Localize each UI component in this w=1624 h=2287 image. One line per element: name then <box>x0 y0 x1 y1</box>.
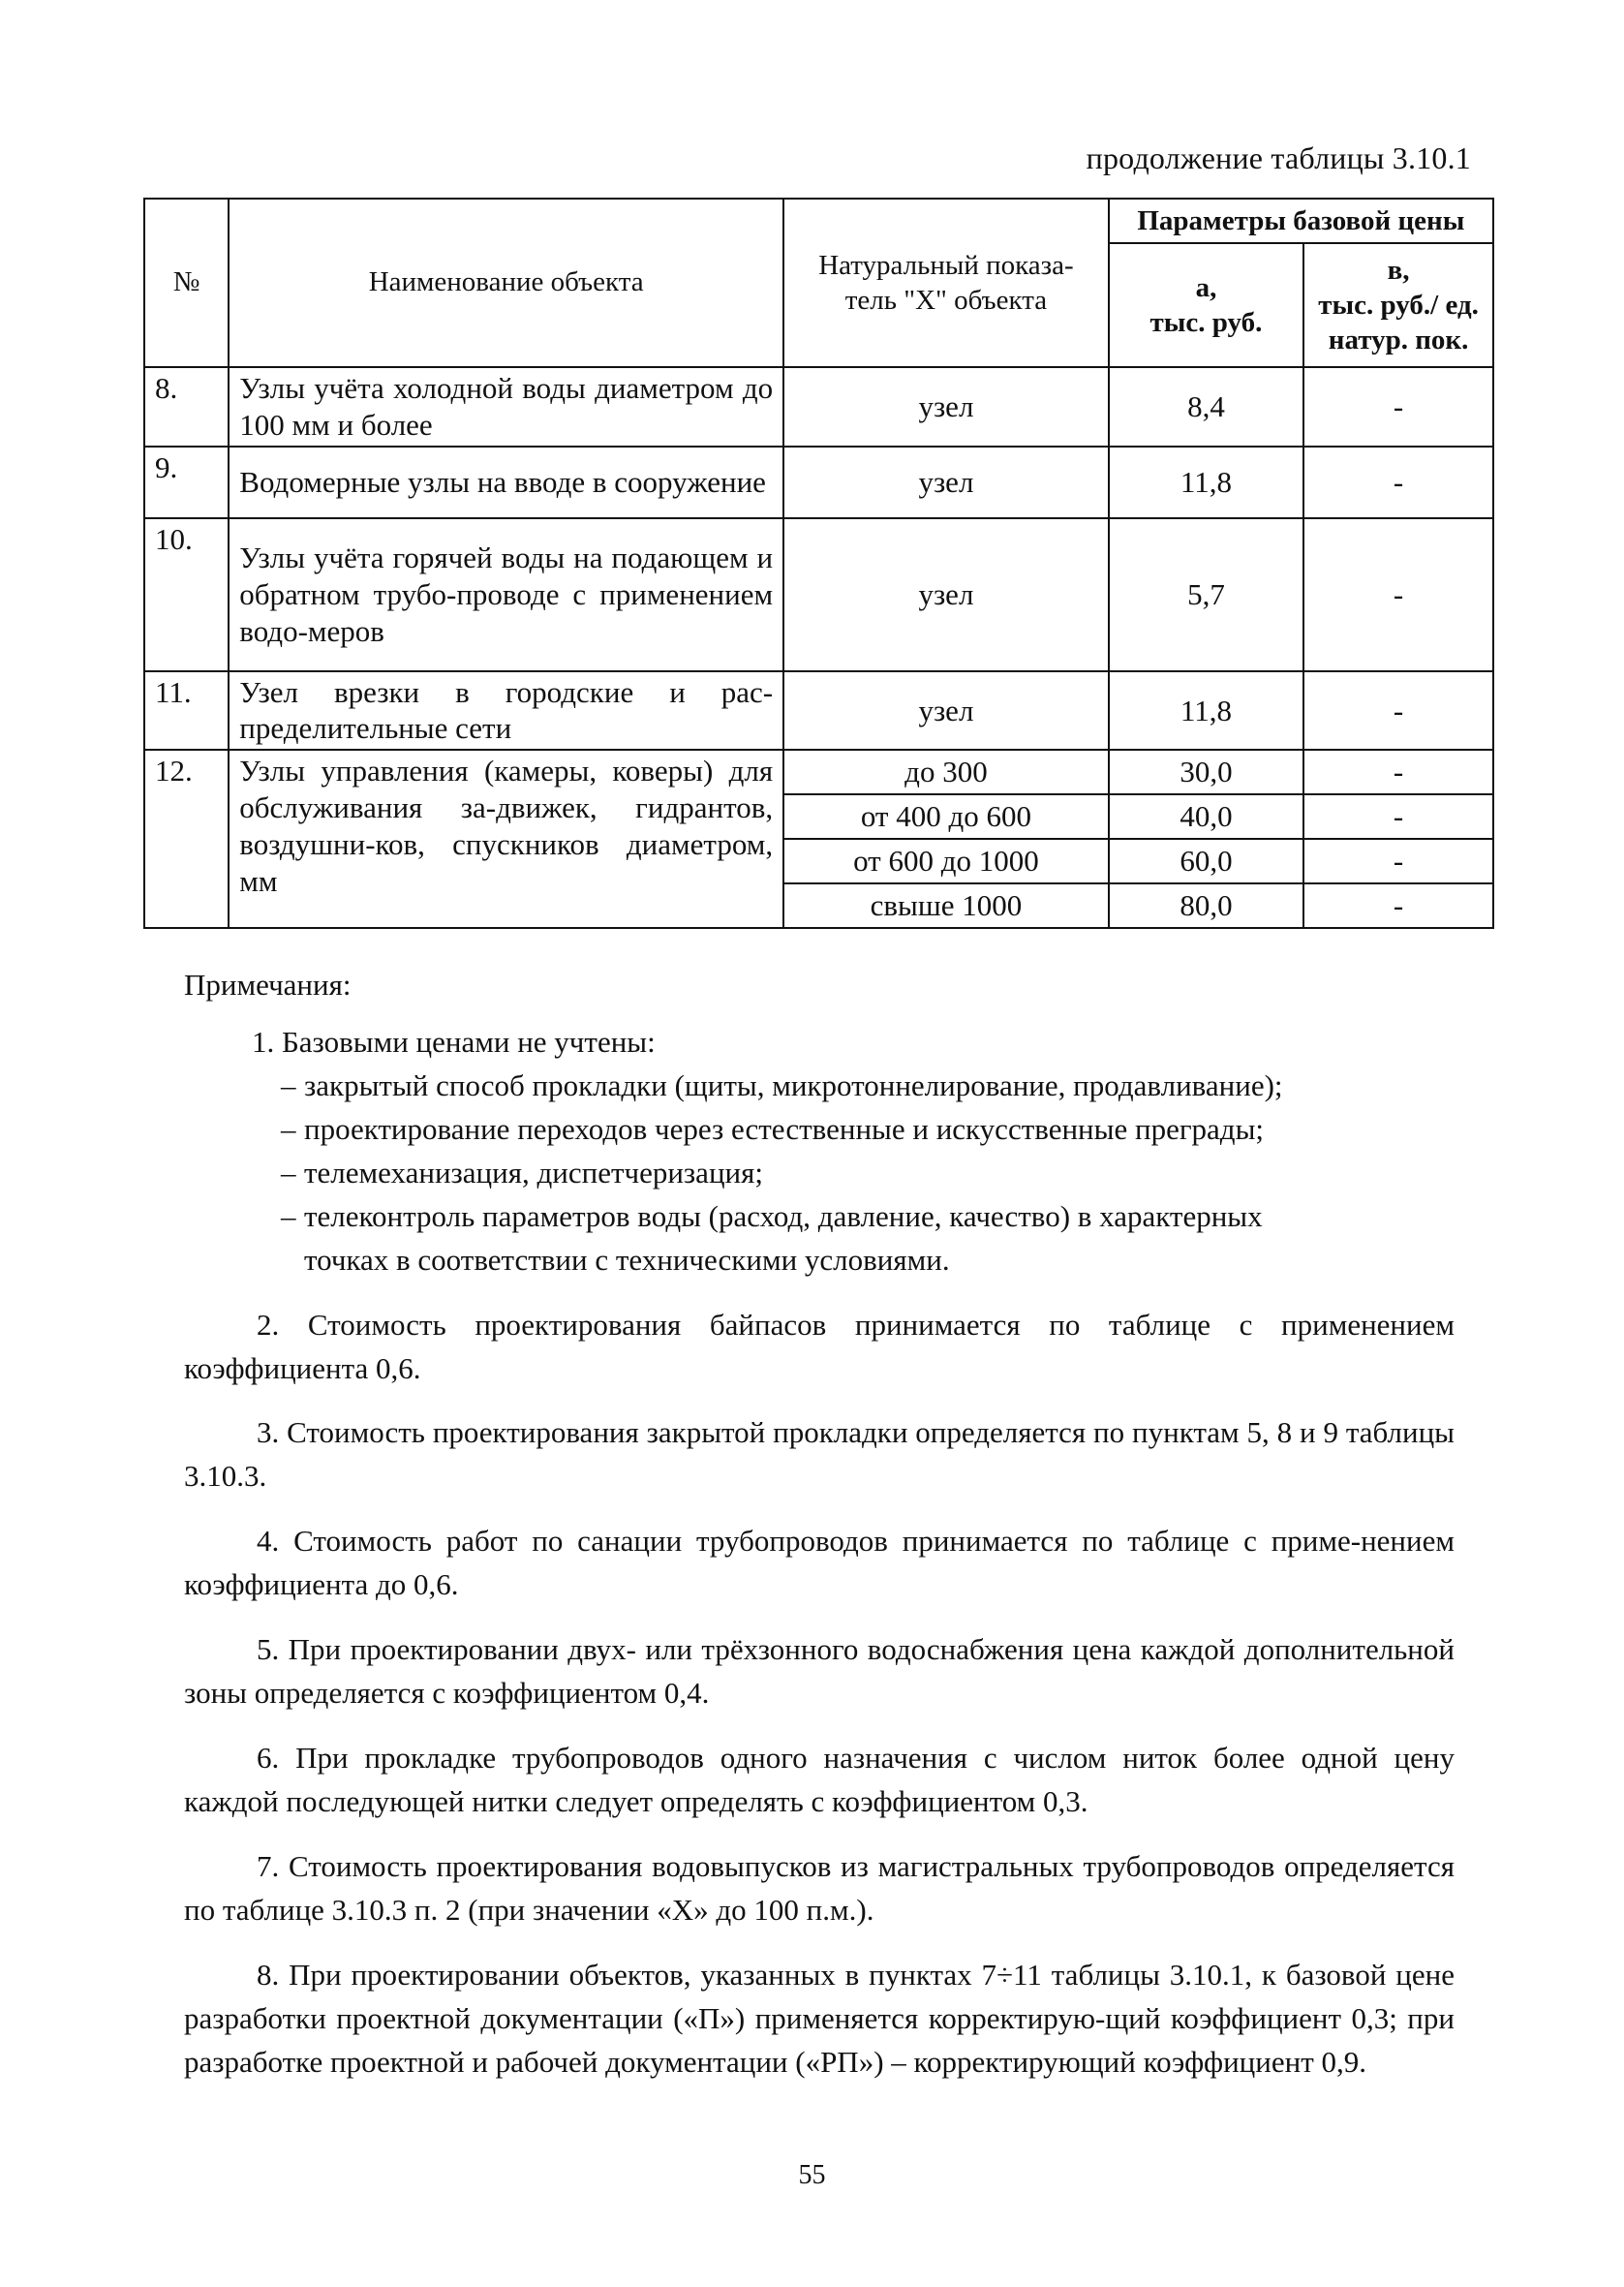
row-num: 9. <box>144 447 229 518</box>
row-indicator: узел <box>783 367 1109 447</box>
row-name: Водомерные узлы на вводе в сооружение <box>229 447 783 518</box>
row-b: - <box>1303 518 1493 671</box>
header-a: а, тыс. руб. <box>1109 243 1303 367</box>
note-paragraph: 5. При проектировании двух- или трёхзонного водоснабжения цена каждой дополнительной зоны определяется с коэффициентом 0,4. <box>184 1632 1455 1711</box>
row-indicator: узел <box>783 671 1109 751</box>
row-indicator: от 600 до 1000 <box>783 839 1109 883</box>
row-b: - <box>1303 367 1493 447</box>
row-name: Узлы учёта горячей воды на подающем и обратном трубо-проводе с применением водо-меров <box>229 518 783 671</box>
row-indicator: узел <box>783 518 1109 671</box>
row-num: 8. <box>144 367 229 447</box>
header-params-group: Параметры базовой цены <box>1109 199 1493 243</box>
row-name: Узел врезки в городские и рас-пределительные сети <box>229 671 783 751</box>
note-paragraph: 8. При проектировании объектов, указанных в пунктах 7÷11 таблицы 3.10.1, к базовой цене разработки проектной документации («П») применяется корректирую-щий коэффициент 0,3; при разработке проектной и рабочей документации («РП») – корректирующий коэффициент 0,9. <box>184 1957 1455 2079</box>
note-1: 1. Базовыми ценами не учтены: <box>252 1024 656 1059</box>
row-name: Узлы учёта холодной воды диаметром до 100 мм и более <box>229 367 783 447</box>
row-a: 60,0 <box>1109 839 1303 883</box>
row-b: - <box>1303 839 1493 883</box>
header-name: Наименование объекта <box>229 199 783 367</box>
notes-title: Примечания: <box>184 968 352 1002</box>
row-num: 10. <box>144 518 229 671</box>
header-num: № <box>144 199 229 367</box>
row-a: 8,4 <box>1109 367 1303 447</box>
note-bullet: – закрытый способ прокладки (щиты, микротоннелирование, продавливание); <box>281 1067 1283 1102</box>
note-paragraph: 4. Стоимость работ по санации трубопроводов принимается по таблице с приме-нением коэффициента до 0,6. <box>184 1524 1455 1602</box>
row-b: - <box>1303 447 1493 518</box>
table-row <box>144 750 1493 794</box>
row-b: - <box>1303 794 1493 839</box>
note-paragraph: 3. Стоимость проектирования закрытой прокладки определяется по пунктам 5, 8 и 9 таблицы 3.10.3. <box>184 1415 1455 1494</box>
row-a: 30,0 <box>1109 750 1303 794</box>
table-row <box>144 518 1493 671</box>
row-num: 11. <box>144 671 229 751</box>
table-row <box>144 447 1493 518</box>
row-a: 40,0 <box>1109 794 1303 839</box>
table-continuation-caption: продолжение таблицы 3.10.1 <box>1086 140 1471 175</box>
row-indicator: от 400 до 600 <box>783 794 1109 839</box>
row-indicator: до 300 <box>783 750 1109 794</box>
row-indicator: узел <box>783 447 1109 518</box>
row-b: - <box>1303 883 1493 928</box>
price-table <box>143 198 1494 929</box>
row-a: 11,8 <box>1109 447 1303 518</box>
notes-section <box>184 964 1455 2085</box>
row-a: 5,7 <box>1109 518 1303 671</box>
row-name: Узлы управления (камеры, коверы) для обслуживания за-движек, гидрантов, воздушни-ков, спускников диаметром, мм <box>229 750 783 928</box>
row-b: - <box>1303 750 1493 794</box>
row-a: 80,0 <box>1109 883 1303 928</box>
table-row <box>144 367 1493 447</box>
note-bullet: – проектирование переходов через естественные и искусственные преграды; <box>281 1111 1265 1146</box>
table-row <box>144 671 1493 751</box>
row-a: 11,8 <box>1109 671 1303 751</box>
row-num: 12. <box>144 750 229 928</box>
page-number: 55 <box>798 2160 826 2190</box>
note-paragraph: 6. При прокладке трубопроводов одного назначения с числом ниток более одной цену каждой последующей нитки следует определять с коэффициентом 0,3. <box>184 1741 1455 1818</box>
header-b: в, тыс. руб./ ед. натур. пок. <box>1303 243 1493 367</box>
header-indicator: Натуральный показа-тель "X" объекта <box>783 199 1109 367</box>
note-paragraph: 7. Стоимость проектирования водовыпусков из магистральных трубопроводов определяется по таблице 3.10.3 п. 2 (при значении «Х» до 100 п.м.). <box>184 1848 1455 1927</box>
row-b: - <box>1303 671 1493 751</box>
note-bullet: – телемеханизация, диспетчеризация; <box>281 1155 763 1190</box>
note-bullet: – телеконтроль параметров воды (расход, давление, качество) в характерных <box>281 1198 1263 1233</box>
note-bullet-continuation: точках в соответствии с техническими условиями. <box>304 1242 950 1277</box>
note-paragraph: 2. Стоимость проектирования байпасов принимается по таблице с применением коэффициента 0,6. <box>184 1307 1455 1385</box>
row-indicator: свыше 1000 <box>783 883 1109 928</box>
